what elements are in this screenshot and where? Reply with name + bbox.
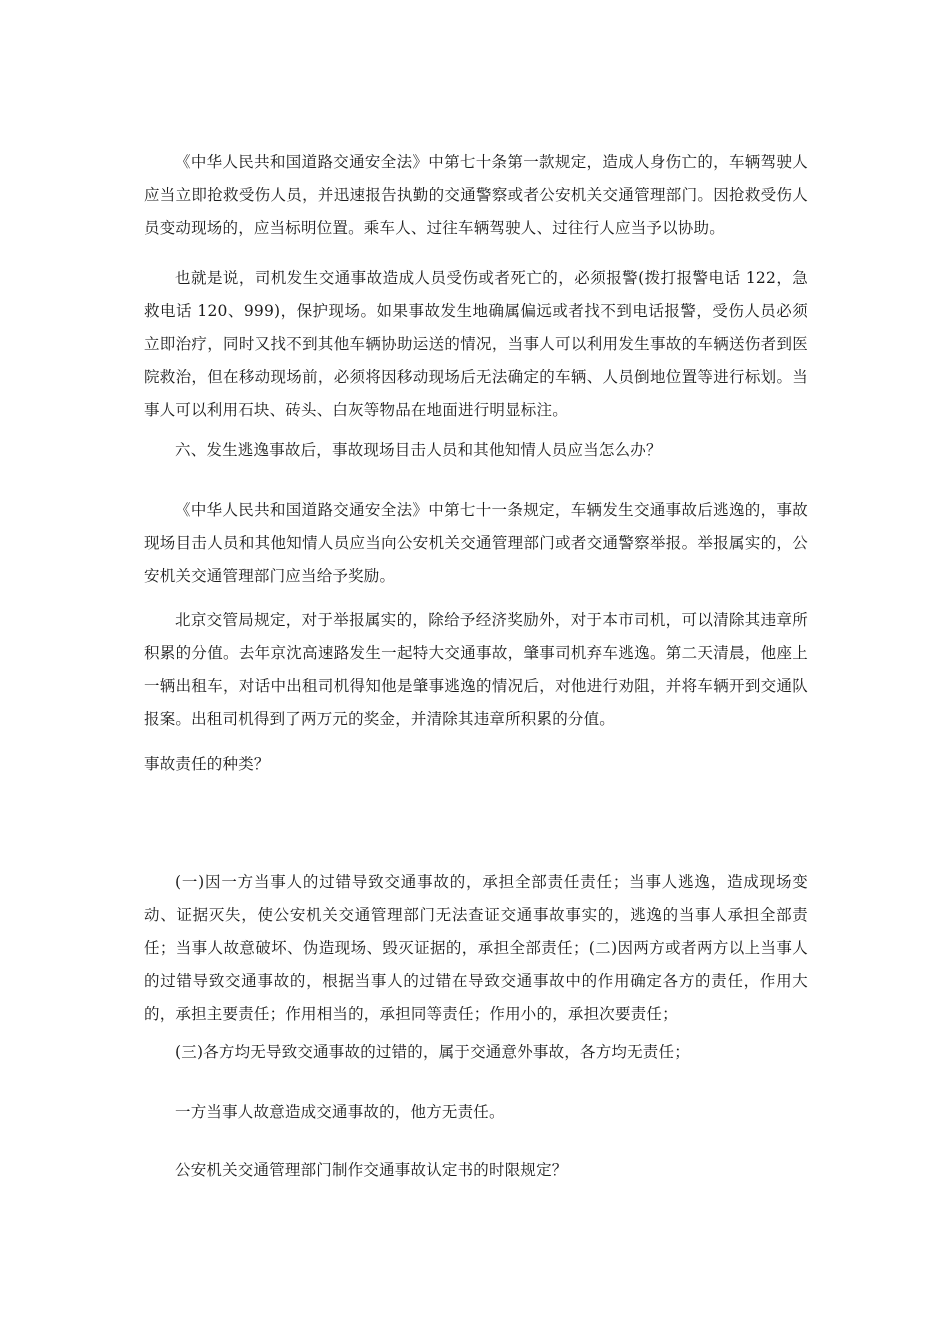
- paragraph-article-71: 《中华人民共和国道路交通安全法》中第七十一条规定，车辆发生交通事故后逃逸的，事故现场目击人员和其他知情人员应当向公安机关交通管理部门或者交通警察举报。举报属实的，公安机关交通管理部门应当给予奖励。: [144, 501, 808, 585]
- paragraph-intentional: 一方当事人故意造成交通事故的，他方无责任。: [175, 1103, 505, 1121]
- heading-time-limit: 公安机关交通管理部门制作交通事故认定书的时限规定？: [175, 1161, 568, 1179]
- heading-liability-types: 事故责任的种类？: [144, 755, 270, 773]
- paragraph-liability-rules: (一)因一方当事人的过错导致交通事故的，承担全部责任责任；当事人逃逸，造成现场变动、证据灭失，使公安机关交通管理部门无法查证交通事故事实的，逃逸的当事人承担全部责任；当事人故意破坏、伪造现场、毁灭证据的，承担全部责任；(二)因两方或者两方以上当事人的过错导致交通事故的，根据当事人的过错在导致交通事故中的作用确定各方的责任，作用大的，承担主要责任；作用相当的，承担同等责任；作用小的，承担次要责任；: [144, 873, 808, 1023]
- paragraph-no-fault: (三)各方均无导致交通事故的过错的，属于交通意外事故，各方均无责任；: [175, 1043, 690, 1061]
- paragraph-explanation: 也就是说，司机发生交通事故造成人员受伤或者死亡的，必须报警(拨打报警电话 122，急救电话 120、999)，保护现场。如果事故发生地确属偏远或者找不到电话报警，受伤人员必须立即治疗，同时又找不到其他车辆协助运送的情况，当事人可以利用发生事故的车辆送伤者到医院救治，但在移动现场前，必须将因移动现场后无法确定的车辆、人员倒地位置等进行标划。当事人可以利用石块、砖头、白灰等物品在地面进行明显标注。: [144, 269, 808, 419]
- paragraph-beijing-rule: 北京交管局规定，对于举报属实的，除给予经济奖励外，对于本市司机，可以清除其违章所积累的分值。去年京沈高速路发生一起特大交通事故，肇事司机弃车逃逸。第二天清晨，他座上一辆出租车，对话中出租司机得知他是肇事逃逸的情况后，对他进行劝阻，并将车辆开到交通队报案。出租司机得到了两万元的奖金，并清除其违章所积累的分值。: [144, 611, 808, 728]
- heading-hit-and-run: 六、发生逃逸事故后，事故现场目击人员和其他知情人员应当怎么办？: [175, 441, 662, 459]
- paragraph-article-70: 《中华人民共和国道路交通安全法》中第七十条第一款规定，造成人身伤亡的，车辆驾驶人应当立即抢救受伤人员，并迅速报告执勤的交通警察或者公安机关交通管理部门。因抢救受伤人员变动现场的，应当标明位置。乘车人、过往车辆驾驶人、过往行人应当予以协助。: [144, 153, 808, 237]
